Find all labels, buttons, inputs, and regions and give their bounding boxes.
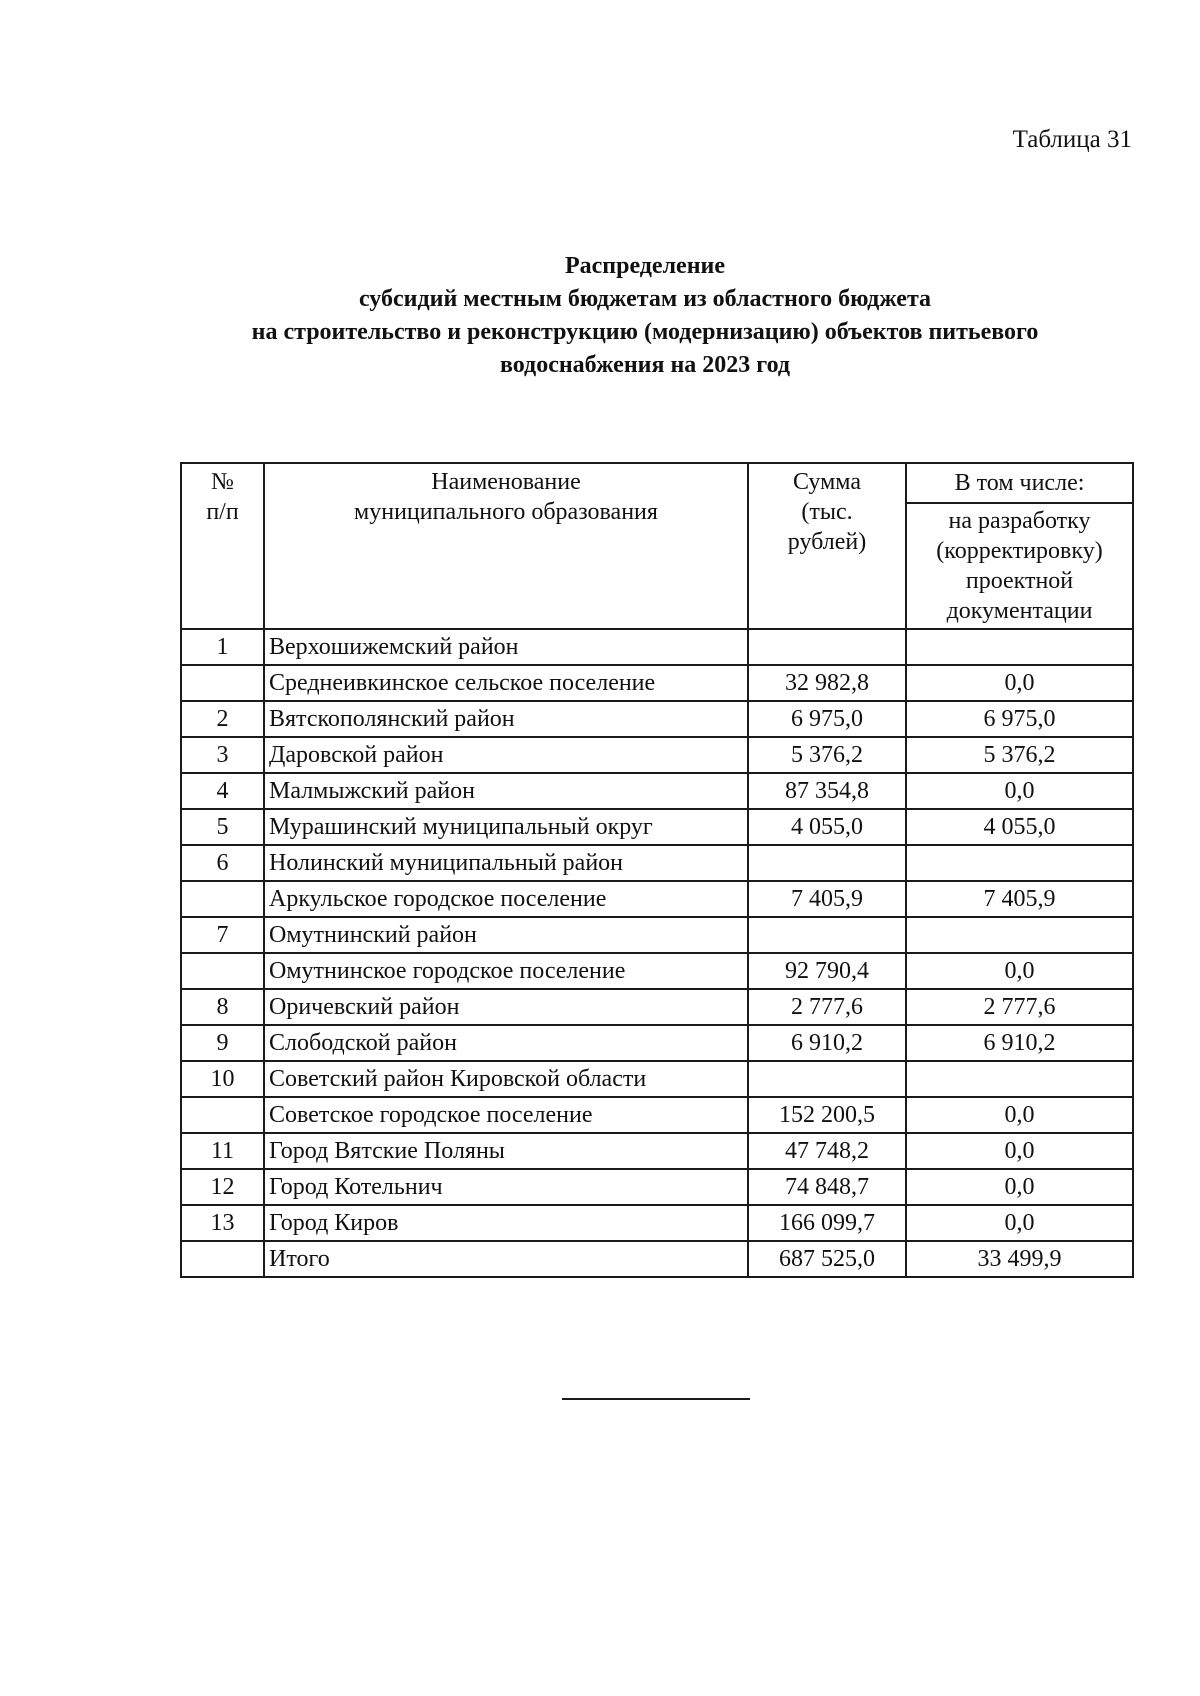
row-number: 10 bbox=[181, 1061, 264, 1097]
total-number bbox=[181, 1241, 264, 1277]
row-number bbox=[181, 881, 264, 917]
row-sum: 152 200,5 bbox=[748, 1097, 906, 1133]
row-sum: 6 910,2 bbox=[748, 1025, 906, 1061]
row-development: 5 376,2 bbox=[906, 737, 1133, 773]
row-name: Вятскополянский район bbox=[264, 701, 748, 737]
subsidy-table bbox=[180, 462, 1134, 1278]
table-number-label: Таблица 31 bbox=[1012, 126, 1132, 153]
row-sum: 7 405,9 bbox=[748, 881, 906, 917]
header-name bbox=[264, 463, 748, 629]
table-row bbox=[181, 1097, 1133, 1133]
row-name: Среднеивкинское сельское поселение bbox=[264, 665, 748, 701]
table-row bbox=[181, 701, 1133, 737]
header-number-line-2: п/п bbox=[206, 499, 239, 525]
row-number: 12 bbox=[181, 1169, 264, 1205]
row-development bbox=[906, 1061, 1133, 1097]
header-development bbox=[906, 503, 1133, 629]
row-sum: 87 354,8 bbox=[748, 773, 906, 809]
header-sum-line-3: рублей) bbox=[787, 529, 867, 555]
header-number-line-1: № bbox=[211, 469, 234, 495]
row-sum bbox=[748, 629, 906, 665]
header-including: В том числе: bbox=[906, 463, 1133, 503]
row-name: Верхошижемский район bbox=[264, 629, 748, 665]
row-name: Слободской район bbox=[264, 1025, 748, 1061]
row-development bbox=[906, 629, 1133, 665]
row-name: Нолинский муниципальный район bbox=[264, 845, 748, 881]
row-development: 2 777,6 bbox=[906, 989, 1133, 1025]
table-row bbox=[181, 1133, 1133, 1169]
row-sum: 166 099,7 bbox=[748, 1205, 906, 1241]
row-number: 6 bbox=[181, 845, 264, 881]
header-dev-line-2: (корректировку) bbox=[936, 538, 1103, 564]
row-development: 4 055,0 bbox=[906, 809, 1133, 845]
end-of-table-rule bbox=[562, 1398, 750, 1400]
table-row bbox=[181, 1061, 1133, 1097]
row-name: Аркульское городское поселение bbox=[264, 881, 748, 917]
document-heading bbox=[150, 250, 1140, 382]
row-name: Город Котельнич bbox=[264, 1169, 748, 1205]
row-sum bbox=[748, 917, 906, 953]
table-row bbox=[181, 1025, 1133, 1061]
row-sum: 4 055,0 bbox=[748, 809, 906, 845]
row-name: Омутнинский район bbox=[264, 917, 748, 953]
row-number: 1 bbox=[181, 629, 264, 665]
total-sum: 687 525,0 bbox=[748, 1241, 906, 1277]
row-sum bbox=[748, 845, 906, 881]
row-development: 0,0 bbox=[906, 1097, 1133, 1133]
row-development: 0,0 bbox=[906, 1133, 1133, 1169]
table-row bbox=[181, 773, 1133, 809]
table-body bbox=[181, 629, 1133, 1277]
table-row bbox=[181, 989, 1133, 1025]
row-sum: 74 848,7 bbox=[748, 1169, 906, 1205]
row-development: 0,0 bbox=[906, 773, 1133, 809]
row-sum: 92 790,4 bbox=[748, 953, 906, 989]
table-row bbox=[181, 1205, 1133, 1241]
row-number: 4 bbox=[181, 773, 264, 809]
header-row bbox=[181, 463, 1133, 503]
row-number bbox=[181, 953, 264, 989]
row-number: 9 bbox=[181, 1025, 264, 1061]
row-name: Советское городское поселение bbox=[264, 1097, 748, 1133]
row-number: 7 bbox=[181, 917, 264, 953]
table-row bbox=[181, 629, 1133, 665]
header-sum-line-1: Сумма bbox=[793, 469, 861, 495]
row-development bbox=[906, 917, 1133, 953]
row-name: Город Киров bbox=[264, 1205, 748, 1241]
table-row bbox=[181, 737, 1133, 773]
row-development: 0,0 bbox=[906, 953, 1133, 989]
header-dev-line-3: проектной bbox=[965, 568, 1074, 594]
heading-line-3: на строительство и реконструкцию (модернизацию) объектов питьевого bbox=[251, 319, 1039, 345]
row-number: 5 bbox=[181, 809, 264, 845]
header-sum-line-2: (тыс. bbox=[801, 499, 853, 525]
row-name: Оричевский район bbox=[264, 989, 748, 1025]
row-number: 3 bbox=[181, 737, 264, 773]
row-development bbox=[906, 845, 1133, 881]
row-development: 7 405,9 bbox=[906, 881, 1133, 917]
row-sum: 47 748,2 bbox=[748, 1133, 906, 1169]
total-development: 33 499,9 bbox=[906, 1241, 1133, 1277]
row-sum bbox=[748, 1061, 906, 1097]
header-dev-line-4: документации bbox=[946, 598, 1093, 624]
heading-line-2: субсидий местным бюджетам из областного бюджета bbox=[358, 286, 932, 312]
row-name: Город Вятские Поляны bbox=[264, 1133, 748, 1169]
row-name: Мурашинский муниципальный округ bbox=[264, 809, 748, 845]
row-name: Советский район Кировской области bbox=[264, 1061, 748, 1097]
header-number bbox=[181, 463, 264, 629]
row-name: Даровской район bbox=[264, 737, 748, 773]
row-sum: 2 777,6 bbox=[748, 989, 906, 1025]
row-sum: 5 376,2 bbox=[748, 737, 906, 773]
row-sum: 6 975,0 bbox=[748, 701, 906, 737]
table-row bbox=[181, 881, 1133, 917]
total-row bbox=[181, 1241, 1133, 1277]
row-name: Малмыжский район bbox=[264, 773, 748, 809]
header-sum bbox=[748, 463, 906, 629]
table-row bbox=[181, 953, 1133, 989]
table-row bbox=[181, 917, 1133, 953]
row-number: 13 bbox=[181, 1205, 264, 1241]
row-development: 0,0 bbox=[906, 1205, 1133, 1241]
row-development: 0,0 bbox=[906, 1169, 1133, 1205]
header-name-line-1: Наименование bbox=[431, 469, 581, 495]
total-label: Итого bbox=[264, 1241, 748, 1277]
table-row bbox=[181, 665, 1133, 701]
row-name: Омутнинское городское поселение bbox=[264, 953, 748, 989]
row-development: 6 910,2 bbox=[906, 1025, 1133, 1061]
row-sum: 32 982,8 bbox=[748, 665, 906, 701]
row-number: 8 bbox=[181, 989, 264, 1025]
table-row bbox=[181, 1169, 1133, 1205]
row-number bbox=[181, 665, 264, 701]
table-row bbox=[181, 845, 1133, 881]
row-development: 6 975,0 bbox=[906, 701, 1133, 737]
row-number bbox=[181, 1097, 264, 1133]
header-dev-line-1: на разработку bbox=[948, 508, 1091, 534]
header-name-line-2: муниципального образования bbox=[354, 499, 658, 525]
heading-line-1: Распределение bbox=[564, 253, 726, 279]
row-development: 0,0 bbox=[906, 665, 1133, 701]
row-number: 11 bbox=[181, 1133, 264, 1169]
table-row bbox=[181, 809, 1133, 845]
heading-line-4: водоснабжения на 2023 год bbox=[499, 352, 791, 378]
row-number: 2 bbox=[181, 701, 264, 737]
